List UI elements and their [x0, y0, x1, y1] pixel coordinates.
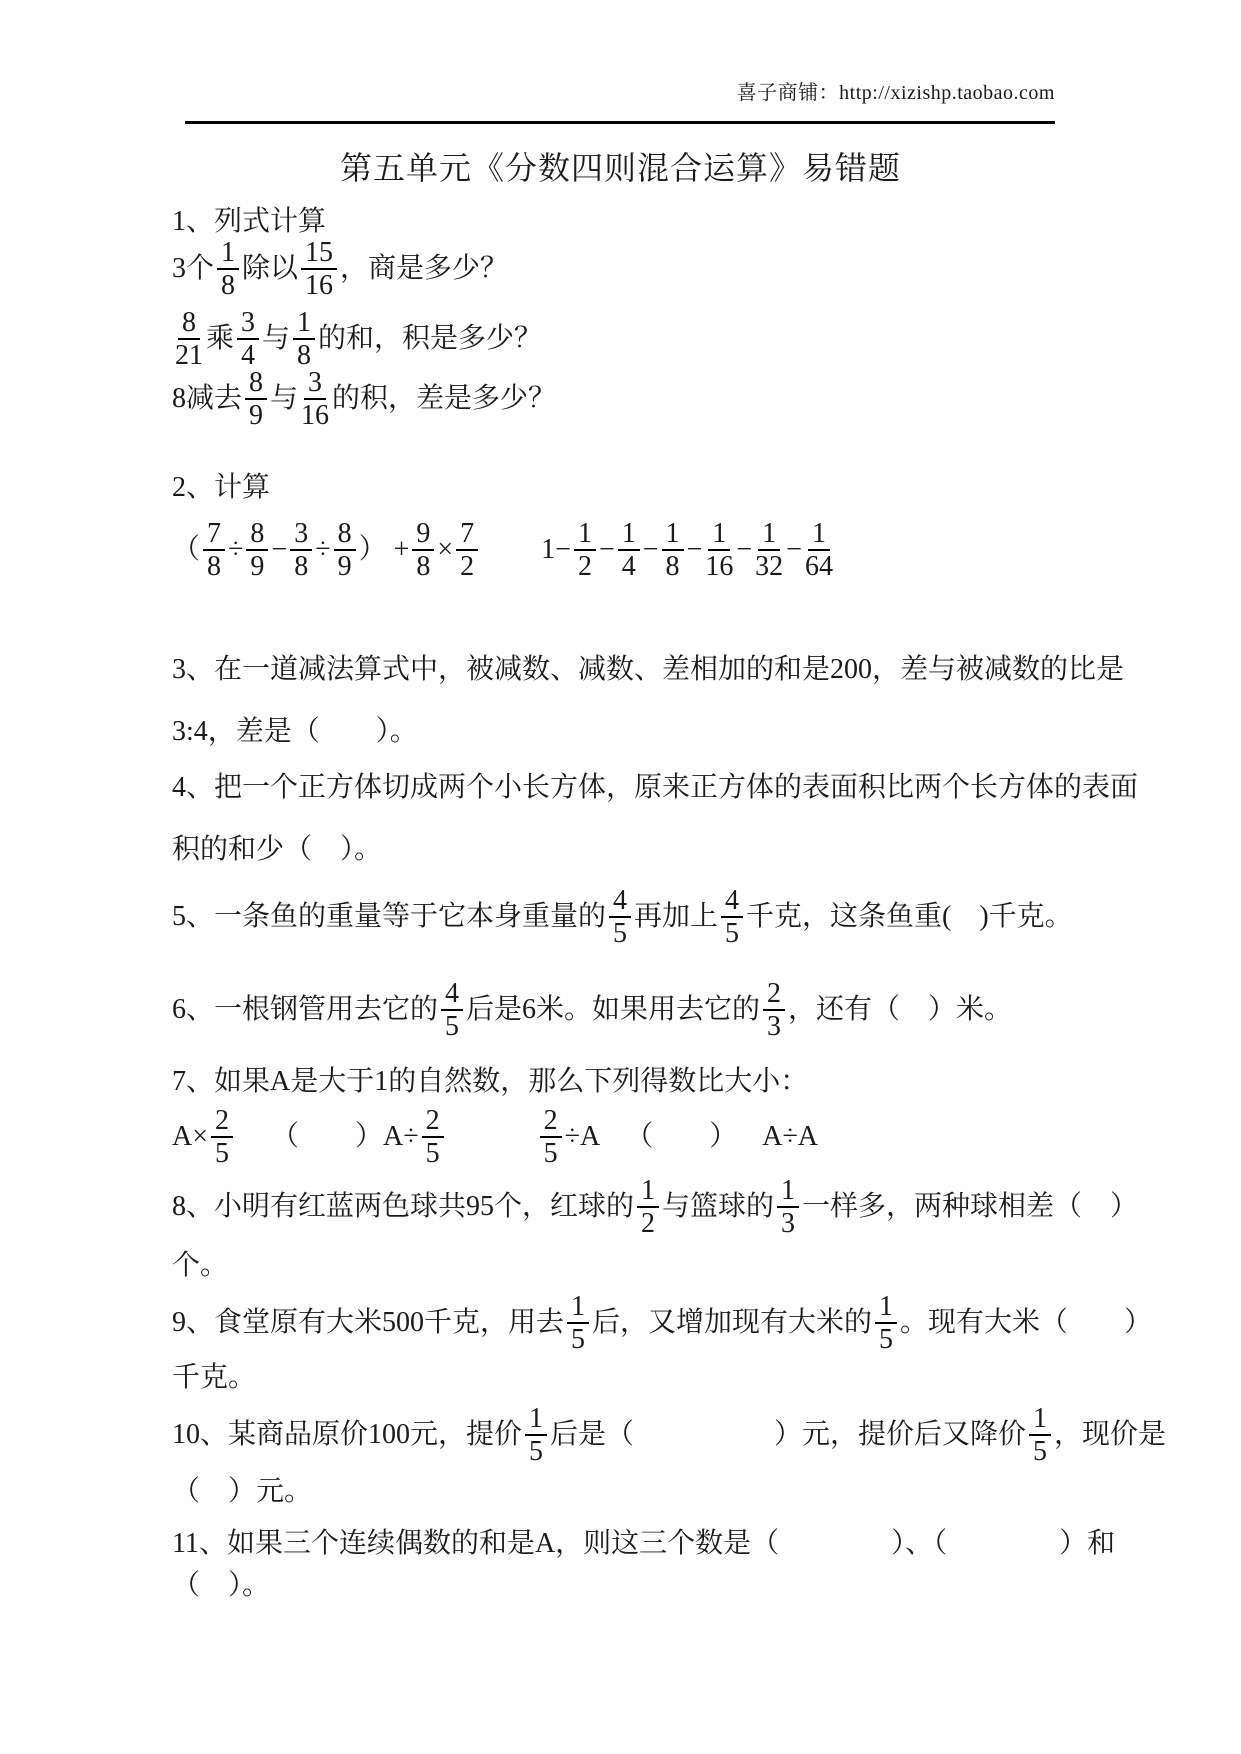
fraction-numerator: 1 — [637, 1176, 659, 1208]
line-text: 2、计算 — [172, 472, 271, 503]
line-text: ） + — [358, 533, 410, 565]
fraction — [441, 979, 463, 1042]
line-text: （ ）A÷ — [271, 1120, 419, 1152]
fraction-denominator: 2 — [641, 1208, 656, 1239]
fraction-numerator: 1 — [574, 519, 596, 551]
fraction — [422, 1106, 444, 1169]
page-title: 第五单元《分数四则混合运算》易错题 — [339, 150, 901, 186]
line-text: 除以 — [242, 252, 299, 284]
fraction-numerator: 3 — [304, 368, 326, 400]
line-text: 8减去 — [172, 382, 243, 414]
fraction-denominator: 5 — [725, 918, 740, 949]
fraction-numerator: 4 — [609, 886, 631, 918]
fraction-denominator: 5 — [543, 1138, 558, 1169]
fraction-denominator: 8 — [665, 551, 680, 582]
line-text: 6、一根钢管用去它的 — [172, 993, 439, 1025]
line-text: × — [437, 533, 454, 565]
fraction-denominator: 21 — [175, 340, 203, 371]
worksheet-line — [172, 1246, 1069, 1286]
fraction-numerator: 9 — [412, 519, 434, 551]
fraction-numerator: 8 — [334, 519, 356, 551]
worksheet-line — [172, 1566, 1069, 1606]
fraction-numerator: 1 — [525, 1404, 547, 1436]
fraction — [211, 1106, 233, 1169]
fraction — [301, 368, 329, 431]
line-text: 10、某商品原价100元，提价 — [172, 1418, 523, 1450]
spacer — [447, 1137, 537, 1138]
fraction-denominator: 32 — [755, 551, 784, 582]
line-text: ，还有（ ）米。 — [788, 993, 1013, 1025]
fraction — [567, 1292, 589, 1355]
line-text: 3、在一道减法算式中，被减数、减数、差相加的和是200，差与被减数的比是 — [172, 654, 1125, 685]
worksheet-body — [172, 202, 1167, 1606]
line-text: （ ）。 — [172, 1570, 271, 1601]
line-text: （ ）元。 — [172, 1476, 313, 1507]
line-text: 1、列式计算 — [172, 206, 327, 237]
fraction-numerator: 2 — [211, 1106, 233, 1138]
fraction — [290, 519, 312, 582]
line-text: 后是6米。如果用去它的 — [466, 993, 761, 1025]
worksheet-line — [172, 1172, 1139, 1242]
fraction-denominator: 8 — [297, 340, 312, 371]
fraction — [755, 519, 783, 582]
worksheet-line — [172, 1472, 1069, 1512]
fraction-denominator: 5 — [1033, 1436, 1048, 1467]
line-text: 积的和少（ ）。 — [172, 834, 383, 865]
fraction-numerator: 1 — [808, 519, 830, 551]
fraction-denominator: 5 — [445, 1011, 460, 1042]
fraction-denominator: 8 — [221, 270, 236, 301]
fraction-numerator: 4 — [721, 886, 743, 918]
fraction-denominator: 9 — [337, 551, 352, 582]
line-text: 个。 — [172, 1250, 229, 1281]
fraction-numerator: 1 — [217, 238, 239, 270]
fraction — [456, 519, 478, 582]
fraction-numerator: 8 — [246, 519, 268, 551]
fraction-numerator: 1 — [777, 1176, 799, 1208]
worksheet-line — [172, 975, 1069, 1045]
fraction — [525, 1404, 547, 1467]
line-text: 11、如果三个连续偶数的和是A，则这三个数是（ ）、（ ）和 — [172, 1528, 1116, 1559]
line-text: 3:4，差是（ ）。 — [172, 716, 418, 747]
fraction — [301, 238, 337, 301]
fraction-numerator: 4 — [441, 979, 463, 1011]
line-text: − — [686, 533, 703, 565]
fraction — [245, 368, 267, 431]
line-text: 千克，这条鱼重( )千克。 — [746, 900, 1073, 932]
fraction — [875, 1292, 897, 1355]
fraction — [1029, 1404, 1051, 1467]
fraction-denominator: 4 — [621, 551, 636, 582]
fraction-denominator: 8 — [416, 551, 431, 582]
shop-header-text: 喜子商铺：http://xizishp.taobao.com — [736, 82, 1055, 104]
line-text: ÷ — [315, 533, 331, 565]
line-text: 。现有大米（ ） — [900, 1306, 1153, 1338]
fraction — [763, 979, 785, 1042]
worksheet-line — [172, 1288, 1153, 1358]
fraction-numerator: 3 — [237, 308, 259, 340]
line-text: 后是（ ）元，提价后又降价 — [550, 1418, 1027, 1450]
fraction-denominator: 16 — [305, 270, 334, 301]
fraction-denominator: 5 — [529, 1436, 544, 1467]
line-text: ，现价是 — [1054, 1418, 1167, 1450]
line-text: − — [271, 533, 288, 565]
fraction-denominator: 5 — [571, 1324, 586, 1355]
spacer — [236, 1137, 271, 1138]
fraction-numerator: 2 — [422, 1106, 444, 1138]
fraction-numerator: 7 — [456, 519, 478, 551]
fraction-numerator: 2 — [540, 1106, 562, 1138]
fraction — [217, 238, 239, 301]
fraction-denominator: 9 — [250, 551, 265, 582]
fraction — [574, 519, 596, 582]
fraction — [412, 519, 434, 582]
fraction-denominator: 5 — [879, 1324, 894, 1355]
fraction — [203, 519, 225, 582]
header-divider — [185, 121, 1055, 124]
line-text: 乘 — [206, 322, 235, 354]
line-text: 与 — [262, 322, 291, 354]
line-text: 千克。 — [172, 1362, 257, 1393]
line-text: 后，又增加现有大米的 — [592, 1306, 873, 1338]
line-text: 8、小明有红蓝两色球共95个，红球的 — [172, 1190, 635, 1222]
worksheet-line — [172, 830, 1069, 870]
line-text: − — [736, 533, 753, 565]
fraction — [237, 308, 259, 371]
fraction — [609, 886, 631, 949]
line-text: ÷A — [564, 1120, 601, 1152]
worksheet-line — [172, 882, 1073, 952]
fraction — [334, 519, 356, 582]
worksheet-line — [172, 1358, 1069, 1398]
fraction — [618, 519, 640, 582]
line-text: − — [786, 533, 802, 565]
worksheet-line — [172, 234, 1069, 304]
worksheet-line — [172, 712, 1069, 752]
fraction — [662, 519, 684, 582]
fraction — [293, 308, 315, 371]
fraction-numerator: 8 — [245, 368, 267, 400]
fraction-denominator: 3 — [781, 1208, 796, 1239]
fraction-denominator: 9 — [249, 400, 264, 431]
fraction-numerator: 1 — [618, 519, 640, 551]
fraction — [246, 519, 268, 582]
spacer — [481, 550, 541, 551]
worksheet-line — [172, 364, 1069, 434]
fraction-numerator: 1 — [758, 519, 780, 551]
line-text: 3个 — [172, 252, 215, 284]
fraction-numerator: 7 — [203, 519, 225, 551]
fraction-numerator: 3 — [290, 519, 312, 551]
fraction-numerator: 1 — [875, 1292, 897, 1324]
fraction-numerator: 1 — [567, 1292, 589, 1324]
line-text: − — [642, 533, 659, 565]
spacer — [737, 1137, 762, 1138]
fraction-denominator: 5 — [425, 1138, 440, 1169]
fraction-denominator: 2 — [577, 551, 592, 582]
worksheet-line — [172, 468, 1069, 508]
line-text: 1− — [541, 533, 571, 565]
fraction-denominator: 4 — [241, 340, 256, 371]
fraction-numerator: 1 — [662, 519, 684, 551]
worksheet-line — [172, 1400, 1167, 1470]
fraction-denominator: 8 — [207, 551, 222, 582]
line-text: − — [598, 533, 615, 565]
line-text: 的积，差是多少？ — [332, 382, 557, 414]
fraction-numerator: 1 — [1029, 1404, 1051, 1436]
line-text: 7、如果A是大于1的自然数，那么下列得数比大小： — [172, 1066, 809, 1097]
line-text: A× — [172, 1120, 209, 1152]
line-text: 4、把一个正方体切成两个小长方体，原来正方体的表面积比两个长方体的表面 — [172, 772, 1139, 803]
fraction-denominator: 2 — [460, 551, 475, 582]
fraction-numerator: 1 — [293, 308, 315, 340]
line-text: （ — [172, 533, 201, 565]
fraction — [175, 308, 203, 371]
line-text: ，商是多少？ — [340, 252, 509, 284]
fraction-numerator: 1 — [708, 519, 730, 551]
fraction — [705, 519, 733, 582]
worksheet-line — [172, 1524, 1116, 1564]
line-text: 与篮球的 — [662, 1190, 775, 1222]
worksheet-line — [172, 1102, 1069, 1172]
worksheet-content — [172, 125, 1167, 1606]
line-text: 与 — [270, 382, 299, 414]
worksheet-line — [172, 768, 1139, 808]
worksheet-line — [172, 1062, 1069, 1102]
fraction-numerator: 8 — [178, 308, 200, 340]
fraction — [777, 1176, 799, 1239]
fraction — [540, 1106, 562, 1169]
fraction-denominator: 16 — [301, 400, 330, 431]
fraction-numerator: 15 — [301, 238, 337, 270]
line-text: 5、一条鱼的重量等于它本身重量的 — [172, 900, 607, 932]
line-text: A÷A — [762, 1120, 819, 1152]
line-text: 9、食堂原有大米500千克，用去 — [172, 1306, 565, 1338]
fraction — [637, 1176, 659, 1239]
line-text: 再加上 — [634, 900, 719, 932]
fraction-denominator: 3 — [767, 1011, 782, 1042]
fraction — [805, 519, 833, 582]
fraction-denominator: 16 — [705, 551, 734, 582]
worksheet-line — [172, 515, 1069, 585]
fraction-numerator: 2 — [763, 979, 785, 1011]
fraction — [721, 886, 743, 949]
line-text: 一样多，两种球相差（ ） — [802, 1190, 1139, 1222]
fraction-denominator: 8 — [294, 551, 309, 582]
fraction-denominator: 64 — [804, 551, 833, 582]
fraction-denominator: 5 — [613, 918, 628, 949]
worksheet-line — [172, 650, 1125, 690]
line-text: （ ） — [625, 1120, 738, 1152]
spacer — [600, 1137, 625, 1138]
fraction-denominator: 5 — [215, 1138, 230, 1169]
line-text: ÷ — [228, 533, 244, 565]
line-text: 的和，积是多少？ — [318, 322, 543, 354]
